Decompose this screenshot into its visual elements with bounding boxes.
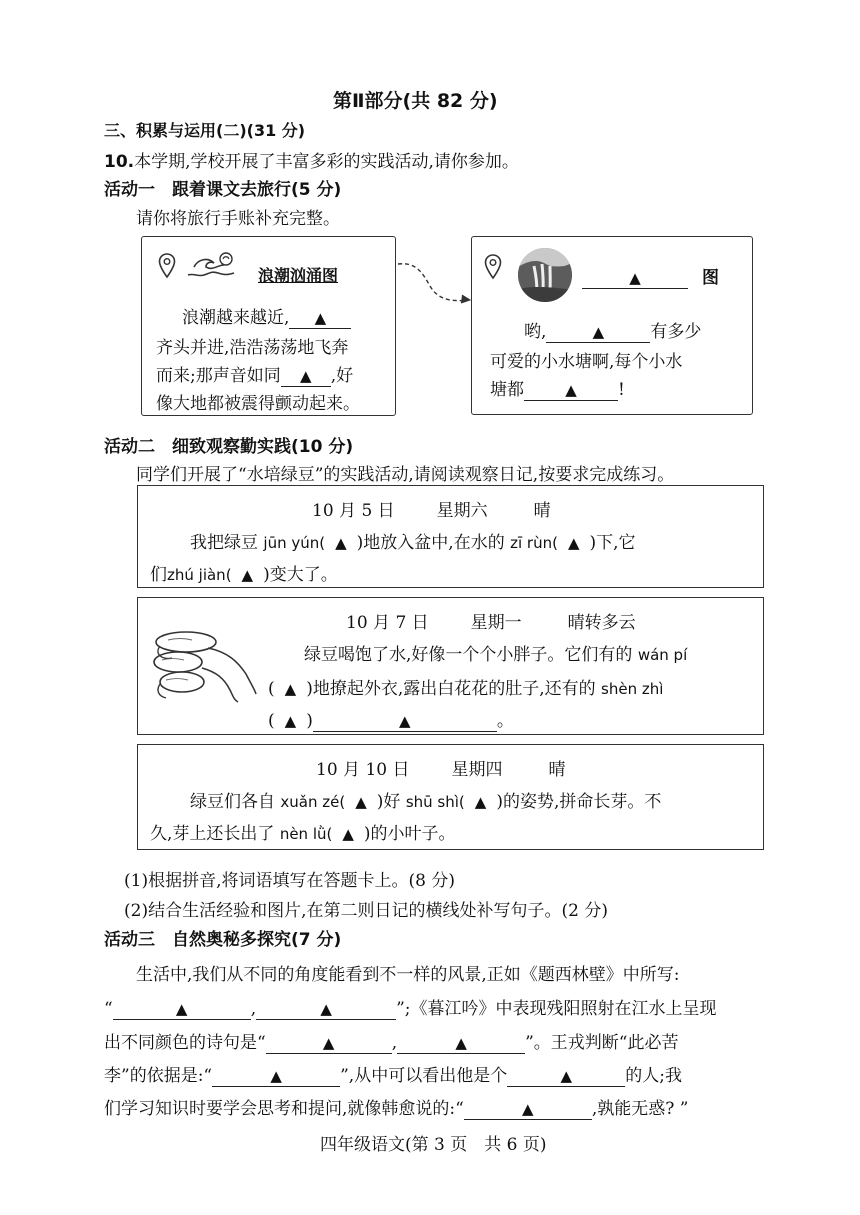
card2-line2: 可爱的小水塘啊,每个小水 [490, 352, 683, 372]
travel-card-1 [141, 236, 396, 416]
card1-line2: 齐头并进,浩浩荡荡地飞奔 [156, 338, 349, 358]
answer-blank[interactable]: ▲ [113, 1000, 251, 1020]
page-footer: 四年级语文(第 3 页 共 6 页) [320, 1135, 547, 1155]
card2-line1: 哟, ▲ 有多少 [524, 322, 702, 342]
answer-blank[interactable]: ▲ [464, 1100, 592, 1120]
card1-line4: 像大地都被震得颤动起来。 [156, 394, 360, 414]
activity2-q2: (2)结合生活经验和图片,在第二则日记的横线处补写句子。(2 分) [124, 901, 608, 921]
answer-blank[interactable]: ▲ [289, 309, 351, 329]
diary1-line2: 们zhú jiàn( ▲ )变大了。 [150, 565, 338, 585]
activity1-title: 活动一 跟着课文去旅行(5 分) [104, 180, 342, 200]
card2-line3: 塘都 ▲ ! [490, 380, 625, 400]
section-title: 三、积累与运用(二)(31 分) [104, 121, 306, 140]
activity3-line5: 们学习知识时要学会思考和提问,就像韩愈说的:“ ▲ ,孰能无惑? ” [104, 1099, 689, 1119]
waterfall-photo [516, 246, 574, 309]
card1-line1: 浪潮越来越近, ▲ [182, 303, 351, 329]
activity1-instruction: 请你将旅行手账补充完整。 [136, 209, 340, 229]
answer-blank[interactable]: ▲ [397, 1034, 525, 1054]
activity3-line4: 李”的依据是:“ ▲ ”,从中可以看出他是个 ▲ 的人;我 [104, 1066, 682, 1086]
diary1-line1: 我把绿豆 jūn yún( ▲ )地放入盆中,在水的 zī rùn( ▲ )下,它 [190, 533, 636, 553]
answer-blank[interactable]: ▲ [281, 367, 331, 387]
diary2-line1: 绿豆喝饱了水,好像一个个小胖子。它们有的 wán pí [304, 645, 688, 665]
dashed-arrow [396, 258, 476, 313]
location-pin-icon [484, 254, 502, 285]
card1-title: 浪潮汹涌图 [258, 266, 339, 285]
answer-blank[interactable]: ▲ [266, 1034, 392, 1054]
activity3-title: 活动三 自然奥秘多探究(7 分) [104, 930, 342, 950]
diary3-header: 10 月 10 日 星期四 晴 [316, 760, 566, 780]
diary2-header: 10 月 7 日 星期一 晴转多云 [346, 613, 636, 633]
diary-3 [137, 744, 764, 850]
diary3-line2: 久,芽上还长出了 nèn lǜ( ▲ )的小叶子。 [150, 824, 456, 844]
location-pin-icon [158, 253, 176, 284]
diary2-line2: ( ▲ )地撩起外衣,露出白花花的肚子,还有的 shèn zhì [268, 679, 664, 699]
answer-blank[interactable]: ▲ [507, 1067, 625, 1087]
diary-2 [137, 597, 764, 735]
travel-card-2 [471, 236, 753, 415]
wave-icon [186, 249, 242, 288]
activity3-line1: 生活中,我们从不同的角度能看到不一样的风景,正如《题西林壁》中所写: [136, 965, 680, 985]
diary1-header: 10 月 5 日 星期六 晴 [312, 501, 551, 521]
card2-title: ▲ 图 [582, 263, 719, 289]
diary-1 [137, 485, 764, 588]
activity2-q1: (1)根据拼音,将词语填写在答题卡上。(8 分) [124, 871, 455, 891]
activity2-title: 活动二 细致观察勤实践(10 分) [104, 437, 354, 457]
activity2-instruction: 同学们开展了“水培绿豆”的实践活动,请阅读观察日记,按要求完成练习。 [136, 465, 675, 485]
answer-blank[interactable]: ▲ [546, 323, 650, 343]
answer-blank[interactable]: ▲ [582, 269, 688, 289]
answer-blank[interactable]: ▲ [524, 381, 618, 401]
answer-blank[interactable]: ▲ [313, 712, 497, 732]
diary3-line1: 绿豆们各自 xuǎn zé( ▲ )好 shū shì( ▲ )的姿势,拼命长芽。不 [190, 792, 662, 812]
card1-line3: 而来;那声音如同 ▲ ,好 [156, 366, 354, 386]
activity3-line2: “ ▲ , ▲ ”;《暮江吟》中表现残阳照射在江水上呈现 [104, 999, 717, 1019]
page-title: 第Ⅱ部分(共 82 分) [333, 90, 498, 112]
activity3-line3: 出不同颜色的诗句是“ ▲ , ▲ ”。王戎判断“此必苦 [104, 1033, 679, 1053]
question-10: 10.本学期,学校开展了丰富多彩的实践活动,请你参加。 [104, 152, 519, 172]
answer-blank[interactable]: ▲ [256, 1000, 396, 1020]
mung-bean-illustration [148, 628, 258, 709]
answer-blank[interactable]: ▲ [212, 1067, 340, 1087]
diary2-line3: ( ▲ ) ▲ 。 [268, 711, 514, 731]
